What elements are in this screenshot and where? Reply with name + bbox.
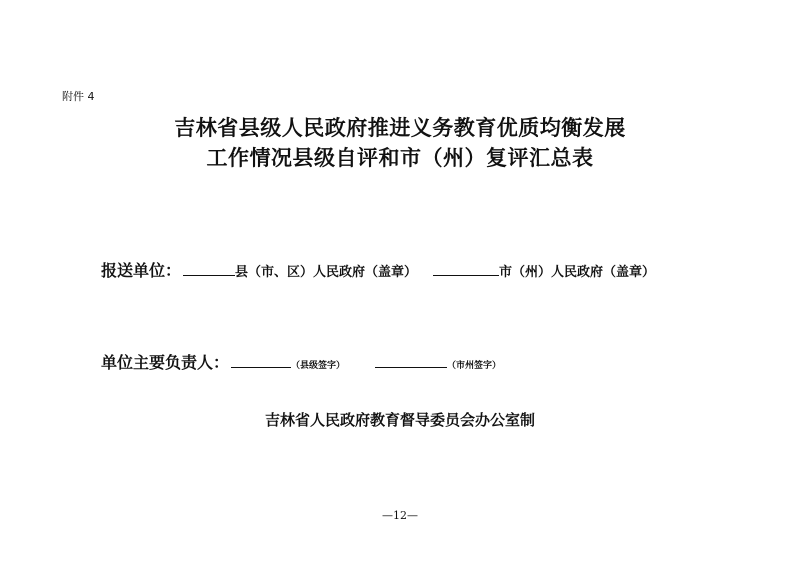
report-unit-row bbox=[101, 258, 655, 281]
county-blank-line[interactable] bbox=[183, 261, 235, 276]
city-gov-seal-text: 市（州）人民政府（盖章） bbox=[499, 265, 656, 280]
county-signature-line[interactable] bbox=[231, 353, 291, 368]
page-number: —12— bbox=[382, 509, 418, 522]
city-signature-note: （市州签字） bbox=[447, 361, 502, 371]
city-signature-line[interactable] bbox=[375, 353, 447, 368]
county-signature-note: （县级签字） bbox=[291, 361, 346, 371]
report-unit-label: 报送单位： bbox=[101, 261, 182, 280]
leader-label: 单位主要负责人： bbox=[101, 353, 230, 372]
city-blank-line[interactable] bbox=[433, 261, 499, 276]
title-line-2: 工作情况县级自评和市（州）复评汇总表 bbox=[206, 145, 594, 170]
county-gov-seal-text: 县（市、区）人民政府（盖章） bbox=[235, 265, 418, 280]
issuer-footer: 吉林省人民政府教育督导委员会办公室制 bbox=[264, 411, 535, 429]
title-line-1: 吉林省县级人民政府推进义务教育优质均衡发展 bbox=[174, 115, 626, 140]
leader-row bbox=[101, 350, 501, 373]
attachment-label: 附件 4 bbox=[62, 90, 95, 103]
